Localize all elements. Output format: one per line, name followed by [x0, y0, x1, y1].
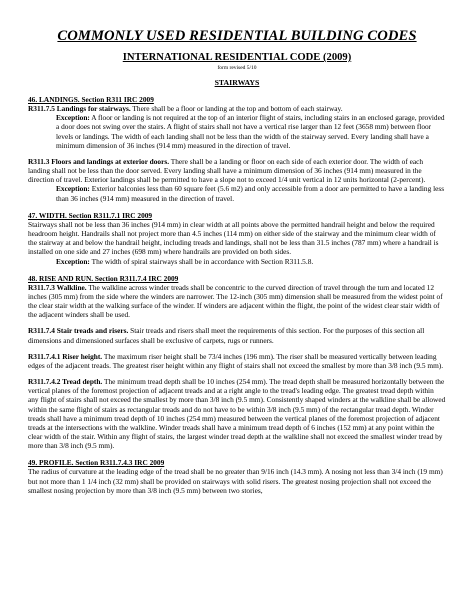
- r311-3-paragraph: [28, 157, 446, 184]
- section-47-heading: 47. WIDTH. Section R311.7.1 IRC 2009: [28, 210, 153, 220]
- exception-label: Exception:: [56, 184, 90, 194]
- r311-7-5-paragraph: [28, 104, 446, 113]
- exception-label: Exception:: [56, 256, 90, 266]
- code-subtitle: INTERNATIONAL RESIDENTIAL CODE (2009): [122, 52, 352, 63]
- exception-text: Exterior balconies less than 60 square feet (5.6 m2) and only accessible from a door are permitted to have a landing less than 36 inches (914 mm) measured in the direction of travel.: [56, 184, 445, 203]
- revision-note: form revised 5/10: [217, 65, 257, 71]
- section-heading-stairways: STAIRWAYS: [214, 78, 260, 87]
- r311-7-5-label: R311.7.5 Landings for stairways.: [28, 104, 131, 114]
- r311-7-4-2-paragraph: [28, 377, 446, 450]
- r311-3-text: There shall be a landing or floor on each side of each exterior door. The width of each landing shall not be less than the door served. Every landing shall have a minimum dimension of 36 inches (914 mm) measured in the direction of travel. Exterior landings shall be permitted to have a slope not to exceed 1/4 unit vertical in 12 units horizontal (2-percent).: [28, 156, 426, 185]
- r311-7-4-paragraph: [28, 326, 446, 344]
- r311-7-5-text: There shall be a floor or landing at the top and bottom of each stairway.: [130, 104, 343, 114]
- exception-text: The width of spiral stairways shall be in accordance with Section R311.5.8.: [89, 256, 314, 266]
- exception-text: A floor or landing is not required at the top of an interior flight of stairs, including stairs in an enclosed garage, provided a door does not swing over the stairs. A flight of stairs shall not have a vertical rise larger than 12 feet (3658 mm) between floor levels or landings. The width of each landing shall not be less than the width of the stairway served. Every landing shall have a minimum dimension of 36 inches (914 mm) measured in the direction of travel.: [56, 113, 445, 150]
- section-49-text: The radius of curvature at the leading edge of the tread shall be no greater than 9/16 inch (14.3 mm). A nosing not less than 3/4 inch (19 mm) but not more than 1 1/4 inch (32 mm) shall be provided on stairways with solid risers. The greatest nosing projection shall not exceed the smallest nosing projection by more than 3/8 inch (9.5 mm) between two stories,: [28, 467, 443, 495]
- r311-7-4-1-paragraph: [28, 352, 446, 370]
- r311-7-4-label: R311.7.4 Stair treads and risers.: [28, 326, 129, 336]
- r311-7-4-text: Stair treads and risers shall meet the requirements of this section. For the purposes of this section all dimensions and dimensioned surfaces shall be exclusive of carpets, rugs or runners.: [28, 326, 425, 345]
- r311-3-exception: [28, 184, 446, 202]
- r311-3-label: R311.3 Floors and landings at exterior doors.: [28, 156, 170, 166]
- r311-7-3-paragraph: [28, 283, 446, 320]
- r311-7-4-1-label: R311.7.4.1 Riser height.: [28, 351, 103, 361]
- section-47-exception: [28, 257, 446, 266]
- r311-7-4-1-text: The maximum riser height shall be 73/4 inches (196 mm). The riser shall be measured vertically between leading edges of the adjacent treads. The greatest riser height within any flight of stairs shall not exceed the smallest by more than 3/8 inch (9.5 mm).: [28, 351, 444, 370]
- r311-7-3-text: The walkline across winder treads shall be concentric to the curved direction of travel through the turn and located 12 inches (305 mm) from the side where the winders are narrower. The 12-inch (305 mm) dimension shall be measured from the widest point of the clear stair width at the walking surface of the winder. If winders are adjacent within the flight, the point of the widest clear stair width of the adjacent winders shall be used.: [28, 282, 443, 320]
- document-body: [28, 95, 446, 495]
- r311-7-4-2-label: R311.7.4.2 Tread depth.: [28, 377, 103, 387]
- r311-7-5-exception: [28, 113, 446, 150]
- r311-7-3-label: R311.7.3 Walkline.: [28, 282, 87, 292]
- section-49-heading: 49. PROFILE. Section R311.7.4.3 IRC 2009: [28, 458, 165, 468]
- exception-label: Exception:: [56, 113, 90, 123]
- section-48-heading: 48. RISE AND RUN. Section R311.7.4 IRC 2009: [28, 273, 179, 283]
- r311-7-4-2-text: The minimum tread depth shall be 10 inches (254 mm). The tread depth shall be measured horizontally between the vertical planes of the foremost projection of adjacent treads and at a right angle to the tread's leading edge. The greatest tread depth within any flight of stairs shall not exceed the smallest by more than 3/8 inch (9.5 mm). Consistently shaped winders at the walkline shall be allowed within the same flight of stairs as rectangular treads and do not have to be within 3/8 inch (9.5 mm) of the rectangular tread depth. Winder treads shall have a minimum tread depth of 10 inches (254 mm) measured between the vertical planes of the foremost projection of adjacent treads at the intersections with the walkline. Winder treads shall have a minimum tread depth of 6 inches (152 mm) at any point within the clear width of the stair. Within any flight of stairs, the largest winder tread depth at the walkline shall not exceed the smallest winder tread by more than 3/8 inch (9.5 mm).: [28, 377, 446, 451]
- section-47-text: Stairways shall not be less than 36 inches (914 mm) in clear width at all points above the permitted handrail height and below the required headroom height. Handrails shall not project more than 4.5 inches (114 mm) on either side of the stairway and the minimum clear width of the stairway at and below the handrail height, including treads and landings, shall not be less than 31.5 inches (787 mm) where a handrail is installed on one side and 27 inches (698 mm) where handrails are provided on both sides.: [28, 219, 439, 257]
- section-46-heading: 46. LANDINGS. Section R311 IRC 2009: [28, 95, 154, 104]
- document-title: COMMONLY USED RESIDENTIAL BUILDING CODES: [57, 28, 417, 44]
